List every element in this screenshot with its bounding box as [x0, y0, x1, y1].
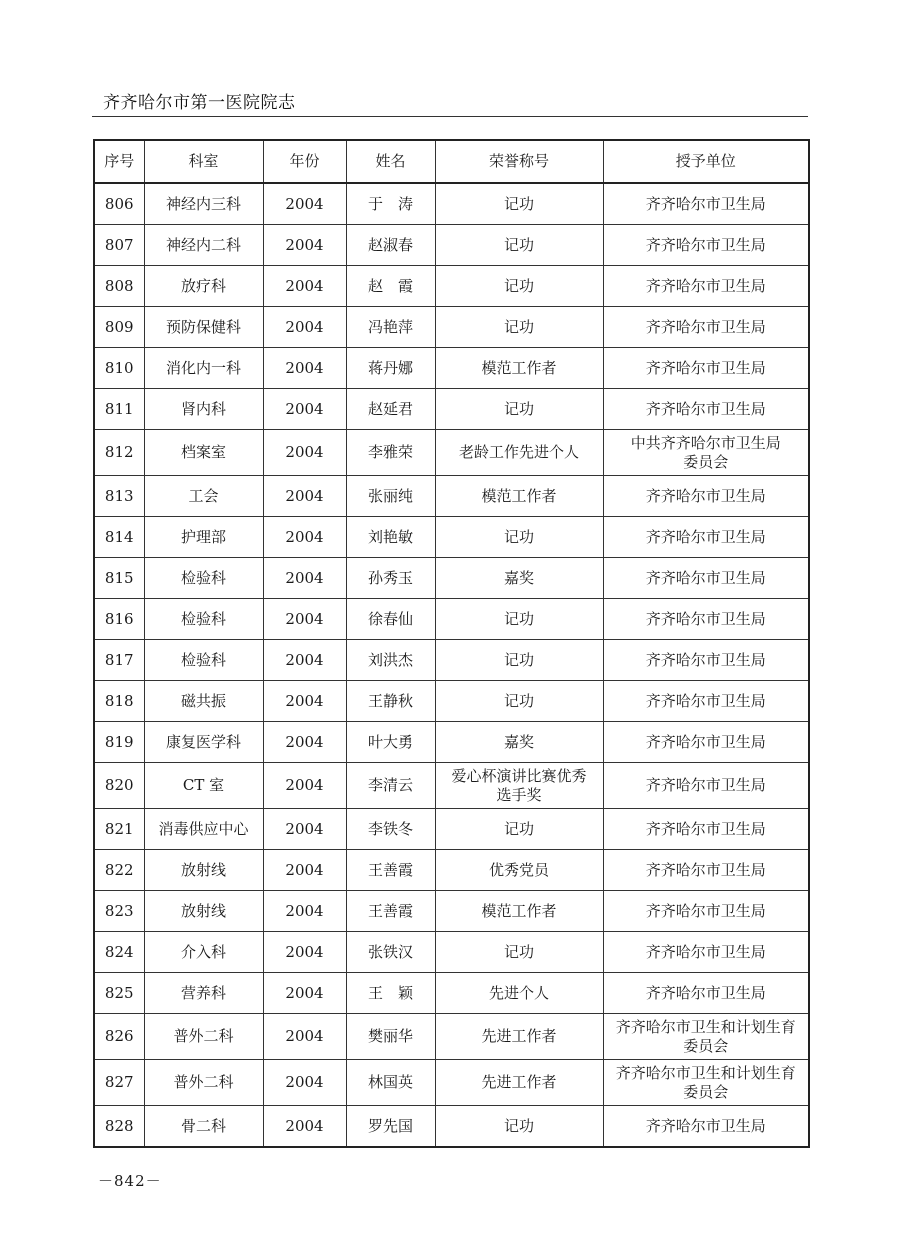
cell-person-name: 王善霞 — [346, 891, 435, 932]
cell-department: 神经内二科 — [144, 225, 263, 266]
cell-awarding-unit: 齐齐哈尔市卫生局 — [603, 1106, 809, 1148]
cell-honor-title: 记功 — [435, 932, 603, 973]
cell-person-name: 樊丽华 — [346, 1014, 435, 1060]
cell-year: 2004 — [263, 722, 346, 763]
table-row — [94, 225, 809, 266]
cell-awarding-unit: 齐齐哈尔市卫生局 — [603, 348, 809, 389]
cell-awarding-unit: 齐齐哈尔市卫生局 — [603, 389, 809, 430]
table-row — [94, 389, 809, 430]
cell-awarding-unit: 齐齐哈尔市卫生局 — [603, 850, 809, 891]
cell-year: 2004 — [263, 348, 346, 389]
table-row — [94, 973, 809, 1014]
cell-department: 肾内科 — [144, 389, 263, 430]
cell-year: 2004 — [263, 266, 346, 307]
cell-department: 普外二科 — [144, 1060, 263, 1106]
cell-honor-title: 记功 — [435, 599, 603, 640]
cell-awarding-unit: 齐齐哈尔市卫生局 — [603, 266, 809, 307]
cell-honor-title: 嘉奖 — [435, 558, 603, 599]
cell-person-name: 李清云 — [346, 763, 435, 809]
cell-honor-title: 记功 — [435, 681, 603, 722]
cell-awarding-unit: 齐齐哈尔市卫生局 — [603, 891, 809, 932]
cell-row-index: 828 — [94, 1106, 144, 1148]
cell-person-name: 张铁汉 — [346, 932, 435, 973]
cell-year: 2004 — [263, 183, 346, 225]
cell-person-name: 赵淑春 — [346, 225, 435, 266]
table-body — [94, 183, 809, 1147]
cell-year: 2004 — [263, 558, 346, 599]
cell-row-index: 819 — [94, 722, 144, 763]
table-row — [94, 932, 809, 973]
table-row — [94, 517, 809, 558]
table-row — [94, 722, 809, 763]
cell-person-name: 叶大勇 — [346, 722, 435, 763]
cell-department: 康复医学科 — [144, 722, 263, 763]
cell-row-index: 812 — [94, 430, 144, 476]
cell-row-index: 809 — [94, 307, 144, 348]
cell-person-name: 孙秀玉 — [346, 558, 435, 599]
table-row — [94, 891, 809, 932]
cell-year: 2004 — [263, 430, 346, 476]
header-col-awarding-unit: 授予单位 — [603, 140, 809, 183]
header-col-year: 年份 — [263, 140, 346, 183]
cell-honor-title: 爱心杯演讲比赛优秀 选手奖 — [435, 763, 603, 809]
cell-honor-title: 优秀党员 — [435, 850, 603, 891]
cell-year: 2004 — [263, 1106, 346, 1148]
cell-department: CT 室 — [144, 763, 263, 809]
cell-year: 2004 — [263, 681, 346, 722]
cell-year: 2004 — [263, 1014, 346, 1060]
table-row — [94, 809, 809, 850]
cell-row-index: 811 — [94, 389, 144, 430]
cell-year: 2004 — [263, 973, 346, 1014]
cell-year: 2004 — [263, 225, 346, 266]
header-rule — [92, 116, 808, 117]
cell-year: 2004 — [263, 640, 346, 681]
cell-person-name: 刘艳敏 — [346, 517, 435, 558]
cell-year: 2004 — [263, 850, 346, 891]
table-row — [94, 1106, 809, 1148]
cell-awarding-unit: 齐齐哈尔市卫生局 — [603, 763, 809, 809]
table-row — [94, 763, 809, 809]
cell-department: 骨二科 — [144, 1106, 263, 1148]
cell-year: 2004 — [263, 763, 346, 809]
cell-row-index: 808 — [94, 266, 144, 307]
cell-person-name: 于 涛 — [346, 183, 435, 225]
cell-awarding-unit: 齐齐哈尔市卫生局 — [603, 476, 809, 517]
header-col-department: 科室 — [144, 140, 263, 183]
cell-department: 放射线 — [144, 850, 263, 891]
table-row — [94, 476, 809, 517]
cell-department: 神经内三科 — [144, 183, 263, 225]
cell-awarding-unit: 中共齐齐哈尔市卫生局 委员会 — [603, 430, 809, 476]
cell-person-name: 赵 霞 — [346, 266, 435, 307]
cell-department: 放疗科 — [144, 266, 263, 307]
table-row — [94, 348, 809, 389]
cell-row-index: 818 — [94, 681, 144, 722]
cell-department: 普外二科 — [144, 1014, 263, 1060]
cell-awarding-unit: 齐齐哈尔市卫生局 — [603, 640, 809, 681]
table-row — [94, 1014, 809, 1060]
table-row — [94, 1060, 809, 1106]
cell-row-index: 813 — [94, 476, 144, 517]
cell-row-index: 806 — [94, 183, 144, 225]
cell-department: 检验科 — [144, 558, 263, 599]
cell-person-name: 冯艳萍 — [346, 307, 435, 348]
cell-row-index: 816 — [94, 599, 144, 640]
cell-year: 2004 — [263, 891, 346, 932]
cell-row-index: 821 — [94, 809, 144, 850]
cell-person-name: 李铁冬 — [346, 809, 435, 850]
honors-table — [93, 139, 810, 1148]
cell-row-index: 822 — [94, 850, 144, 891]
cell-department: 检验科 — [144, 599, 263, 640]
cell-person-name: 刘洪杰 — [346, 640, 435, 681]
cell-honor-title: 先进工作者 — [435, 1060, 603, 1106]
cell-person-name: 赵延君 — [346, 389, 435, 430]
cell-honor-title: 模范工作者 — [435, 348, 603, 389]
cell-department: 检验科 — [144, 640, 263, 681]
cell-year: 2004 — [263, 307, 346, 348]
cell-awarding-unit: 齐齐哈尔市卫生局 — [603, 932, 809, 973]
table-row — [94, 640, 809, 681]
cell-awarding-unit: 齐齐哈尔市卫生局 — [603, 517, 809, 558]
cell-person-name: 王静秋 — [346, 681, 435, 722]
cell-row-index: 820 — [94, 763, 144, 809]
cell-row-index: 824 — [94, 932, 144, 973]
cell-row-index: 810 — [94, 348, 144, 389]
cell-row-index: 815 — [94, 558, 144, 599]
cell-awarding-unit: 齐齐哈尔市卫生局 — [603, 225, 809, 266]
cell-department: 营养科 — [144, 973, 263, 1014]
table-header-row — [94, 140, 809, 183]
cell-department: 预防保健科 — [144, 307, 263, 348]
cell-year: 2004 — [263, 476, 346, 517]
cell-year: 2004 — [263, 517, 346, 558]
cell-awarding-unit: 齐齐哈尔市卫生局 — [603, 722, 809, 763]
cell-year: 2004 — [263, 389, 346, 430]
cell-honor-title: 记功 — [435, 225, 603, 266]
cell-department: 磁共振 — [144, 681, 263, 722]
table-row — [94, 850, 809, 891]
table-row — [94, 183, 809, 225]
cell-person-name: 王善霞 — [346, 850, 435, 891]
cell-awarding-unit: 齐齐哈尔市卫生局 — [603, 599, 809, 640]
table-row — [94, 599, 809, 640]
header-col-name: 姓名 — [346, 140, 435, 183]
header-col-honor: 荣誉称号 — [435, 140, 603, 183]
cell-department: 放射线 — [144, 891, 263, 932]
page-number: －842－ — [98, 1172, 162, 1190]
cell-person-name: 林国英 — [346, 1060, 435, 1106]
table-row — [94, 430, 809, 476]
cell-honor-title: 老龄工作先进个人 — [435, 430, 603, 476]
cell-row-index: 807 — [94, 225, 144, 266]
cell-person-name: 蒋丹娜 — [346, 348, 435, 389]
cell-awarding-unit: 齐齐哈尔市卫生局 — [603, 681, 809, 722]
cell-year: 2004 — [263, 599, 346, 640]
cell-honor-title: 记功 — [435, 183, 603, 225]
cell-person-name: 李雅荣 — [346, 430, 435, 476]
cell-honor-title: 记功 — [435, 640, 603, 681]
table-row — [94, 307, 809, 348]
table-row — [94, 558, 809, 599]
cell-honor-title: 记功 — [435, 266, 603, 307]
cell-awarding-unit: 齐齐哈尔市卫生局 — [603, 558, 809, 599]
cell-honor-title: 记功 — [435, 307, 603, 348]
cell-person-name: 张丽纯 — [346, 476, 435, 517]
cell-row-index: 814 — [94, 517, 144, 558]
cell-row-index: 826 — [94, 1014, 144, 1060]
running-head: 齐齐哈尔市第一医院院志 — [103, 93, 296, 113]
cell-person-name: 罗先国 — [346, 1106, 435, 1148]
cell-honor-title: 先进工作者 — [435, 1014, 603, 1060]
cell-awarding-unit: 齐齐哈尔市卫生和计划生育 委员会 — [603, 1060, 809, 1106]
header-col-index: 序号 — [94, 140, 144, 183]
cell-honor-title: 记功 — [435, 389, 603, 430]
cell-honor-title: 记功 — [435, 809, 603, 850]
cell-row-index: 827 — [94, 1060, 144, 1106]
cell-honor-title: 嘉奖 — [435, 722, 603, 763]
cell-department: 护理部 — [144, 517, 263, 558]
cell-department: 档案室 — [144, 430, 263, 476]
cell-year: 2004 — [263, 809, 346, 850]
cell-awarding-unit: 齐齐哈尔市卫生和计划生育 委员会 — [603, 1014, 809, 1060]
cell-row-index: 817 — [94, 640, 144, 681]
cell-row-index: 825 — [94, 973, 144, 1014]
cell-honor-title: 模范工作者 — [435, 891, 603, 932]
cell-honor-title: 先进个人 — [435, 973, 603, 1014]
cell-awarding-unit: 齐齐哈尔市卫生局 — [603, 973, 809, 1014]
cell-awarding-unit: 齐齐哈尔市卫生局 — [603, 183, 809, 225]
cell-department: 消毒供应中心 — [144, 809, 263, 850]
cell-department: 工会 — [144, 476, 263, 517]
cell-department: 消化内一科 — [144, 348, 263, 389]
cell-department: 介入科 — [144, 932, 263, 973]
cell-year: 2004 — [263, 1060, 346, 1106]
table-row — [94, 266, 809, 307]
cell-honor-title: 记功 — [435, 1106, 603, 1148]
cell-person-name: 王 颖 — [346, 973, 435, 1014]
cell-row-index: 823 — [94, 891, 144, 932]
cell-awarding-unit: 齐齐哈尔市卫生局 — [603, 307, 809, 348]
table-row — [94, 681, 809, 722]
cell-honor-title: 记功 — [435, 517, 603, 558]
cell-year: 2004 — [263, 932, 346, 973]
cell-person-name: 徐春仙 — [346, 599, 435, 640]
cell-honor-title: 模范工作者 — [435, 476, 603, 517]
cell-awarding-unit: 齐齐哈尔市卫生局 — [603, 809, 809, 850]
